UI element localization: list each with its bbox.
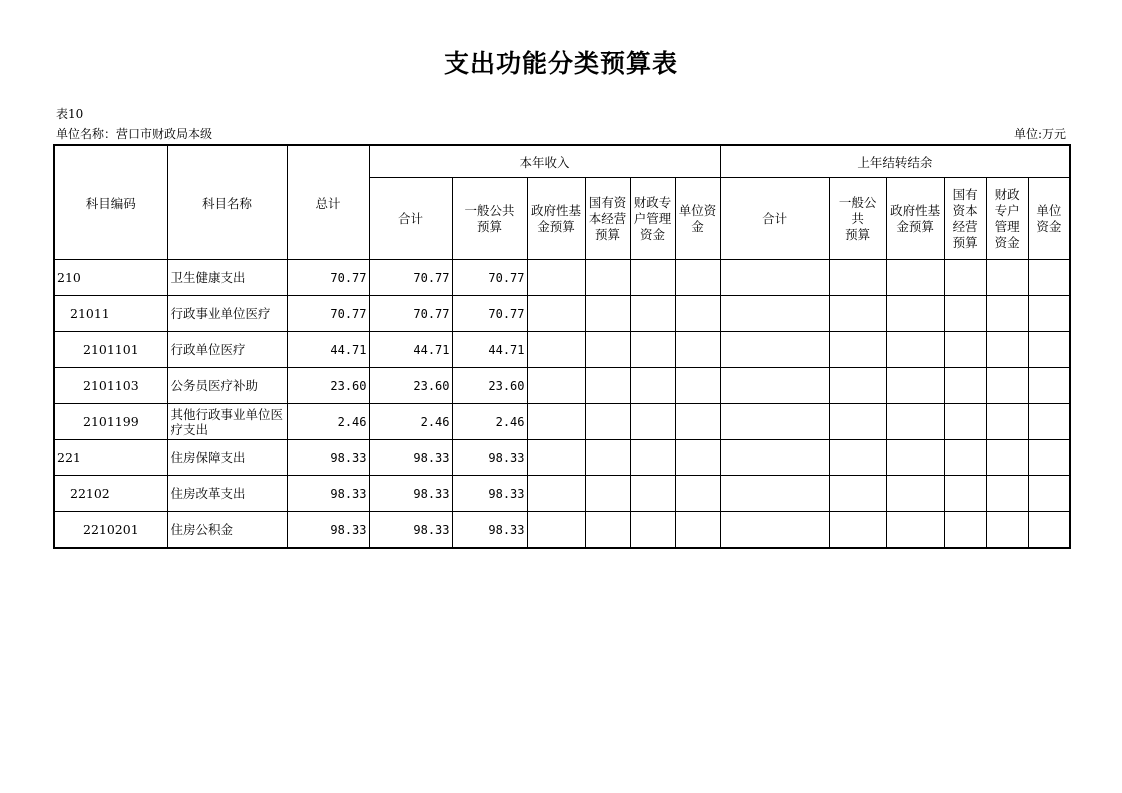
cell-prev-fiscal-account [986, 332, 1028, 368]
cell-name: 卫生健康支出 [167, 260, 287, 296]
cell-prev-general [829, 476, 886, 512]
table-row [54, 260, 1070, 296]
cell-prev-unit-fund [1028, 476, 1070, 512]
cell-prev-gov-fund [886, 404, 944, 440]
header-prev-general: 一般公 共 预算 [829, 178, 886, 260]
cell-cur-fiscal-account [630, 260, 675, 296]
cell-cur-gov-fund [527, 368, 585, 404]
cell-cur-sum: 98.33 [369, 512, 452, 549]
cell-prev-gov-fund [886, 260, 944, 296]
cell-cur-state-capital [585, 260, 630, 296]
cell-cur-unit-fund [675, 512, 720, 549]
header-cur-fiscal-account: 财政专 户管理 资金 [630, 178, 675, 260]
cell-prev-state-capital [944, 260, 986, 296]
cell-prev-fiscal-account [986, 296, 1028, 332]
cell-cur-sum: 98.33 [369, 440, 452, 476]
cell-total: 70.77 [287, 260, 369, 296]
cell-prev-unit-fund [1028, 512, 1070, 549]
cell-cur-fiscal-account [630, 404, 675, 440]
cell-cur-sum: 2.46 [369, 404, 452, 440]
unit-name: 单位名称：营口市财政局本级 [56, 127, 213, 141]
cell-name: 公务员医疗补助 [167, 368, 287, 404]
cell-cur-unit-fund [675, 260, 720, 296]
cell-prev-sum [720, 332, 829, 368]
cell-code: 221 [54, 440, 167, 476]
cell-prev-fiscal-account [986, 368, 1028, 404]
cell-code: 2101103 [54, 368, 167, 404]
page-title: 支出功能分类预算表 [443, 49, 678, 78]
header-cur-gov-fund: 政府性基 金预算 [527, 178, 585, 260]
cell-prev-unit-fund [1028, 368, 1070, 404]
cell-cur-fiscal-account [630, 368, 675, 404]
table-row [54, 404, 1070, 440]
cell-prev-general [829, 368, 886, 404]
header-prev-unit-fund: 单位 资金 [1028, 178, 1070, 260]
cell-cur-general: 70.77 [452, 296, 527, 332]
cell-cur-state-capital [585, 404, 630, 440]
cell-cur-unit-fund [675, 368, 720, 404]
cell-prev-sum [720, 368, 829, 404]
cell-prev-unit-fund [1028, 260, 1070, 296]
header-prev-sum: 合计 [720, 178, 829, 260]
cell-prev-state-capital [944, 440, 986, 476]
table-row [54, 296, 1070, 332]
cell-cur-sum: 70.77 [369, 260, 452, 296]
cell-prev-sum [720, 512, 829, 549]
table-row [54, 440, 1070, 476]
cell-prev-state-capital [944, 512, 986, 549]
cell-cur-gov-fund [527, 296, 585, 332]
header-prev-fiscal-account: 财政 专户 管理 资金 [986, 178, 1028, 260]
cell-prev-unit-fund [1028, 440, 1070, 476]
header-total: 总计 [287, 145, 369, 260]
cell-prev-state-capital [944, 404, 986, 440]
cell-cur-fiscal-account [630, 440, 675, 476]
cell-prev-general [829, 440, 886, 476]
cell-prev-sum [720, 260, 829, 296]
cell-prev-gov-fund [886, 512, 944, 549]
cell-total: 70.77 [287, 296, 369, 332]
cell-cur-state-capital [585, 368, 630, 404]
cell-cur-unit-fund [675, 404, 720, 440]
cell-cur-fiscal-account [630, 296, 675, 332]
cell-cur-state-capital [585, 296, 630, 332]
cell-prev-sum [720, 476, 829, 512]
cell-name: 住房改革支出 [167, 476, 287, 512]
cell-cur-state-capital [585, 512, 630, 549]
cell-prev-general [829, 404, 886, 440]
table-row [54, 512, 1070, 549]
cell-prev-sum [720, 440, 829, 476]
cell-cur-general: 44.71 [452, 332, 527, 368]
cell-cur-gov-fund [527, 512, 585, 549]
header-carryover: 上年结转结余 [720, 145, 1070, 178]
cell-prev-general [829, 296, 886, 332]
cell-prev-fiscal-account [986, 260, 1028, 296]
cell-cur-state-capital [585, 476, 630, 512]
cell-prev-gov-fund [886, 440, 944, 476]
cell-cur-unit-fund [675, 332, 720, 368]
header-current-year-income: 本年收入 [369, 145, 720, 178]
cell-cur-fiscal-account [630, 332, 675, 368]
cell-prev-sum [720, 404, 829, 440]
cell-code: 22102 [54, 476, 167, 512]
header-name: 科目名称 [167, 145, 287, 260]
cell-name: 行政事业单位医疗 [167, 296, 287, 332]
cell-prev-unit-fund [1028, 296, 1070, 332]
currency-unit: 单位:万元 [1013, 127, 1066, 141]
cell-name: 其他行政事业单位医疗支出 [167, 404, 287, 440]
header-cur-general: 一般公共 预算 [452, 178, 527, 260]
cell-total: 98.33 [287, 512, 369, 549]
cell-cur-general: 98.33 [452, 476, 527, 512]
table-number: 表10 [56, 107, 84, 121]
cell-cur-fiscal-account [630, 476, 675, 512]
table-row [54, 476, 1070, 512]
cell-cur-sum: 44.71 [369, 332, 452, 368]
cell-code: 21011 [54, 296, 167, 332]
cell-code: 2210201 [54, 512, 167, 549]
header-cur-unit-fund: 单位资 金 [675, 178, 720, 260]
cell-prev-unit-fund [1028, 332, 1070, 368]
cell-cur-general: 98.33 [452, 440, 527, 476]
cell-name: 住房公积金 [167, 512, 287, 549]
cell-code: 210 [54, 260, 167, 296]
cell-prev-sum [720, 296, 829, 332]
cell-prev-general [829, 332, 886, 368]
cell-code: 2101101 [54, 332, 167, 368]
cell-cur-sum: 98.33 [369, 476, 452, 512]
cell-total: 2.46 [287, 404, 369, 440]
cell-cur-general: 70.77 [452, 260, 527, 296]
table-row [54, 332, 1070, 368]
header-cur-sum: 合计 [369, 178, 452, 260]
cell-cur-gov-fund [527, 404, 585, 440]
cell-prev-general [829, 512, 886, 549]
cell-prev-gov-fund [886, 476, 944, 512]
cell-name: 住房保障支出 [167, 440, 287, 476]
cell-cur-unit-fund [675, 296, 720, 332]
cell-cur-sum: 23.60 [369, 368, 452, 404]
cell-prev-state-capital [944, 368, 986, 404]
header-prev-state-capital: 国有 资本 经营 预算 [944, 178, 986, 260]
header-code: 科目编码 [54, 145, 167, 260]
cell-prev-gov-fund [886, 332, 944, 368]
cell-cur-gov-fund [527, 260, 585, 296]
cell-prev-fiscal-account [986, 512, 1028, 549]
header-cur-state-capital: 国有资 本经营 预算 [585, 178, 630, 260]
cell-total: 98.33 [287, 440, 369, 476]
table-row [54, 368, 1070, 404]
cell-total: 23.60 [287, 368, 369, 404]
cell-cur-state-capital [585, 332, 630, 368]
cell-prev-gov-fund [886, 368, 944, 404]
cell-cur-fiscal-account [630, 512, 675, 549]
cell-cur-sum: 70.77 [369, 296, 452, 332]
cell-total: 44.71 [287, 332, 369, 368]
cell-name: 行政单位医疗 [167, 332, 287, 368]
cell-cur-gov-fund [527, 332, 585, 368]
cell-prev-state-capital [944, 296, 986, 332]
cell-cur-gov-fund [527, 440, 585, 476]
budget-table [53, 144, 1071, 549]
header-prev-gov-fund: 政府性基 金预算 [886, 178, 944, 260]
cell-prev-fiscal-account [986, 476, 1028, 512]
cell-cur-unit-fund [675, 476, 720, 512]
cell-cur-state-capital [585, 440, 630, 476]
cell-cur-unit-fund [675, 440, 720, 476]
cell-prev-fiscal-account [986, 440, 1028, 476]
cell-prev-unit-fund [1028, 404, 1070, 440]
cell-cur-general: 2.46 [452, 404, 527, 440]
cell-prev-fiscal-account [986, 404, 1028, 440]
cell-total: 98.33 [287, 476, 369, 512]
cell-prev-state-capital [944, 476, 986, 512]
cell-code: 2101199 [54, 404, 167, 440]
cell-cur-general: 23.60 [452, 368, 527, 404]
cell-cur-general: 98.33 [452, 512, 527, 549]
cell-prev-gov-fund [886, 296, 944, 332]
cell-cur-gov-fund [527, 476, 585, 512]
cell-prev-state-capital [944, 332, 986, 368]
cell-prev-general [829, 260, 886, 296]
